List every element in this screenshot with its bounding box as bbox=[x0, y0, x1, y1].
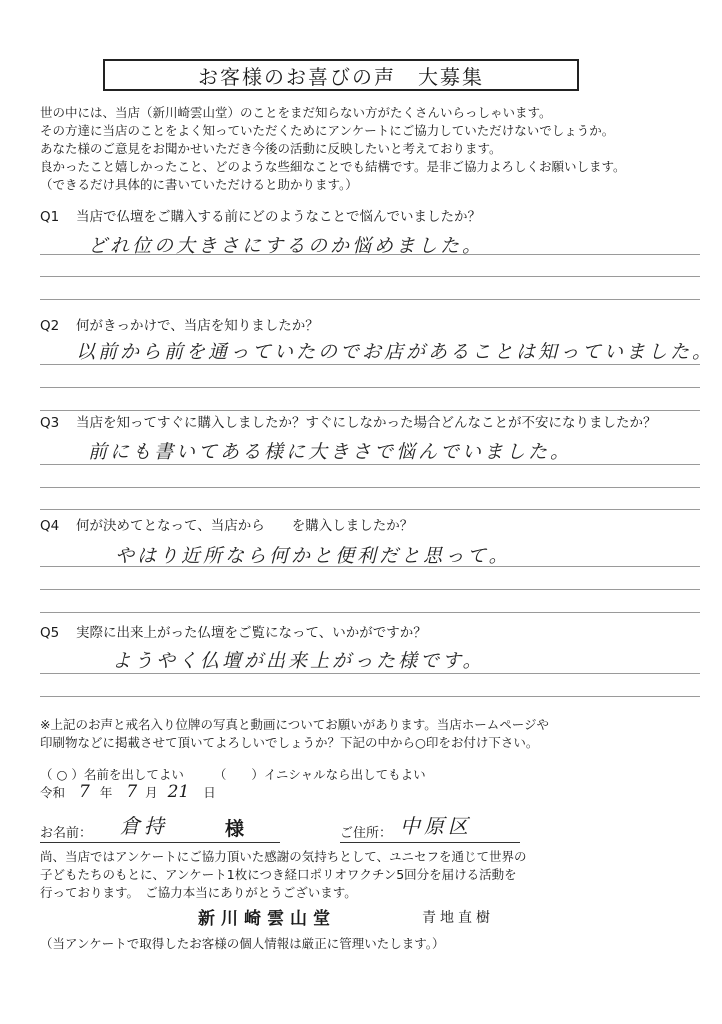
address-underline bbox=[340, 842, 520, 843]
date-month-unit: 月 bbox=[145, 785, 158, 800]
intro-line: （できるだけ具体的に書いていただけると助かります。） bbox=[40, 177, 358, 192]
question-text: 何が決めてとなって、当店から を購入しましたか？ bbox=[76, 518, 414, 534]
intro-line: 世の中には、当店（新川崎雲山堂）のことをまだ知らない方がたくさんいらっしゃいます。 bbox=[40, 105, 552, 120]
photo-consent-notice bbox=[40, 716, 720, 752]
question-number: Q5 bbox=[40, 625, 60, 641]
answer-line bbox=[40, 254, 700, 255]
question-text: 当店で仏壇をご購入する前にどのようなことで悩んでいましたか？ bbox=[76, 209, 481, 225]
date-year-unit: 年 bbox=[99, 785, 113, 800]
store-name: 新川崎雲山堂 bbox=[198, 909, 336, 929]
honorific-sama: 様 bbox=[225, 818, 245, 840]
answer-line bbox=[40, 673, 700, 674]
name-label: お名前： bbox=[40, 826, 93, 841]
footer-line: 子どもたちのもとに、アンケート1枚につき経口ポリオワクチン5回分を届ける活動を bbox=[40, 867, 517, 882]
footer-line: 行っております。 ご協力本当にありがとうございます。 bbox=[40, 885, 357, 900]
handwritten-answer-2: 以前から前を通っていたのでお店があることは知っていました。 bbox=[76, 341, 715, 363]
date-day-unit: 日 bbox=[203, 785, 216, 800]
question-number: Q4 bbox=[40, 518, 60, 534]
question-number: Q2 bbox=[40, 318, 60, 334]
answer-line bbox=[40, 612, 700, 613]
question-2 bbox=[40, 315, 700, 337]
answer-line bbox=[40, 696, 700, 697]
consent-option-1-label: 名前を出してよい bbox=[83, 767, 184, 782]
question-5 bbox=[40, 622, 700, 644]
intro-line: 良かったこと嬉しかったこと、どのような些細なことでも結構です。是非ご協力よろしくお願いします。 bbox=[40, 159, 626, 174]
consent-option-2-mark[interactable]: （ ） bbox=[213, 767, 264, 782]
page-title: お客様のお喜びの声 大募集 bbox=[103, 59, 579, 91]
question-1 bbox=[40, 206, 700, 228]
unicef-note bbox=[40, 848, 720, 902]
footer-line: 尚、当店ではアンケートにご協力頂いた感謝の気持ちとして、ユニセフを通じて世界の bbox=[40, 849, 527, 864]
question-number: Q3 bbox=[40, 415, 60, 431]
question-4 bbox=[40, 515, 700, 537]
answer-line bbox=[40, 299, 700, 300]
handwritten-answer-1: どれ位の大きさにするのか悩めました。 bbox=[88, 235, 485, 257]
question-text: 実際に出来上がった仏壇をご覧になって、いかがですか？ bbox=[76, 625, 427, 641]
answer-line bbox=[40, 364, 700, 365]
answer-line bbox=[40, 410, 700, 411]
consent-option-2-label: イニシャルなら出してもよい bbox=[263, 767, 426, 782]
answer-line bbox=[40, 566, 700, 567]
notice-line: ※上記のお声と戒名入り位牌の写真と動画についてお願いがあります。当店ホームページや bbox=[40, 717, 549, 732]
question-text: 当店を知ってすぐに購入しましたか？すぐにしなかった場合どんなことが不安になりましたか？ bbox=[76, 415, 657, 431]
name-address-row bbox=[40, 808, 680, 844]
handwritten-answer-4: やはり近所なら何かと便利だと思って。 bbox=[115, 545, 511, 567]
question-text: 何がきっかけで、当店を知りましたか？ bbox=[76, 318, 319, 334]
answer-line bbox=[40, 276, 700, 277]
address-label: ご住所： bbox=[340, 826, 393, 841]
date-row bbox=[40, 782, 216, 802]
answer-line bbox=[40, 589, 700, 590]
answer-line bbox=[40, 487, 700, 488]
privacy-note: （当アンケートで取得したお客様の個人情報は厳正に管理いたします。） bbox=[40, 936, 445, 951]
intro-line: あなた様のご意見をお聞かせいただき今後の活動に反映したいと考えております。 bbox=[40, 141, 502, 156]
handwritten-name: 倉持 bbox=[120, 814, 168, 838]
intro-paragraph bbox=[40, 104, 720, 194]
consent-option-1-mark[interactable]: （ ○ ） bbox=[40, 767, 84, 782]
date-year: 7 bbox=[79, 782, 90, 802]
answer-line bbox=[40, 509, 700, 510]
consent-options bbox=[40, 765, 426, 783]
answer-line bbox=[40, 387, 700, 388]
handwritten-address: 中原区 bbox=[400, 814, 472, 838]
handwritten-answer-3: 前にも書いてある様に大きさで悩んでいました。 bbox=[88, 441, 573, 463]
question-number: Q1 bbox=[40, 209, 60, 225]
date-month: 7 bbox=[126, 782, 138, 802]
owner-name: 青地直樹 bbox=[422, 910, 494, 926]
question-3 bbox=[40, 412, 700, 434]
intro-line: その方達に当店のことをよく知っていただくためにアンケートにご協力していただけないでしょうか。 bbox=[40, 123, 615, 138]
date-era: 令和 bbox=[40, 785, 66, 800]
answer-line bbox=[40, 464, 700, 465]
name-underline bbox=[40, 842, 280, 843]
handwritten-answer-5: ようやく仏壇が出来上がった様です。 bbox=[112, 650, 485, 672]
notice-line: 印刷物などに掲載させて頂いてよろしいでしょうか？下記の中から○印をお付け下さい。 bbox=[40, 735, 539, 750]
date-day: 21 bbox=[167, 782, 190, 802]
